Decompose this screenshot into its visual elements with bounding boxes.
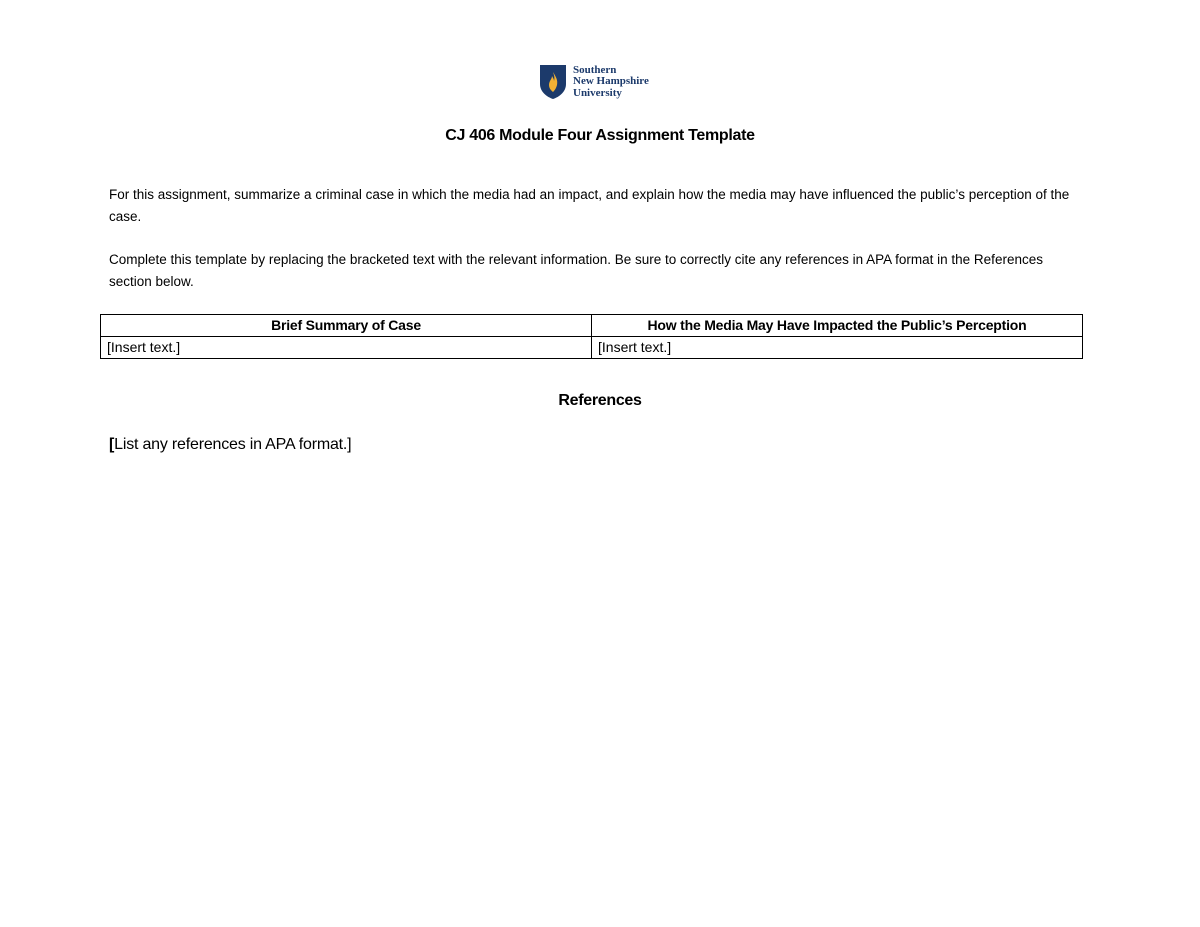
- references-open-bracket: [: [109, 436, 115, 453]
- logo-line-2: New Hampshire: [573, 75, 649, 88]
- cell-summary-placeholder[interactable]: [Insert text.]: [101, 337, 592, 359]
- instructions-paragraph-1: For this assignment, summarize a criminal case in which the media had an impact, and explain how the media may have influenced the public’s perception of the case.: [109, 187, 1070, 224]
- snhu-logo: [539, 64, 649, 100]
- case-table: [100, 314, 1083, 359]
- table-header-row: [101, 315, 1083, 337]
- header-brief-summary: Brief Summary of Case: [101, 315, 592, 337]
- header-media-impact: How the Media May Have Impacted the Public’s Perception: [592, 315, 1083, 337]
- shield-flame-icon: [539, 64, 567, 100]
- table-row: [101, 337, 1083, 359]
- logo-line-3: University: [573, 86, 622, 99]
- logo-wordmark: [573, 65, 649, 100]
- logo-line-1: Southern: [573, 63, 617, 76]
- instructions-paragraph-2: Complete this template by replacing the bracketed text with the relevant information. Be sure to correctly cite any references in APA format in the References section below.: [109, 252, 1043, 289]
- references-placeholder-text: List any references in APA format.]: [114, 436, 352, 453]
- cell-impact-placeholder[interactable]: [Insert text.]: [592, 337, 1083, 359]
- references-heading: References: [558, 392, 642, 409]
- references-placeholder[interactable]: [109, 436, 351, 454]
- document-title: CJ 406 Module Four Assignment Template: [445, 127, 755, 144]
